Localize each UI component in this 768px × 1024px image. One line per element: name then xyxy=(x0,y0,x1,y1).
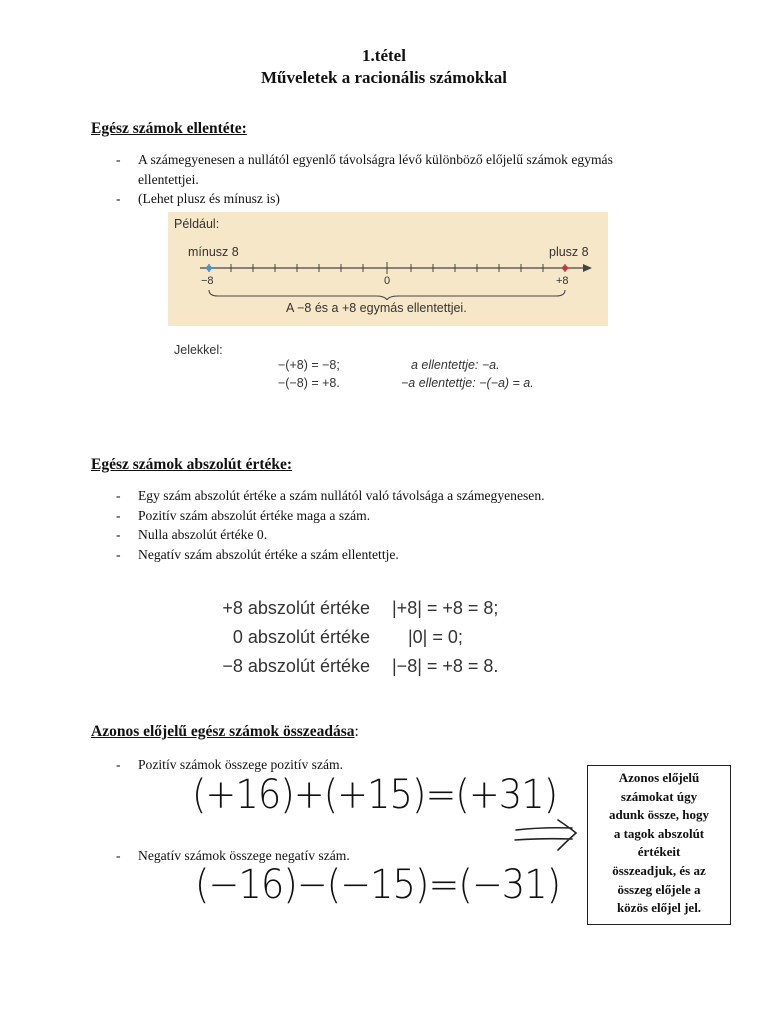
tick-zero: 0 xyxy=(384,275,391,287)
minus-8-label: mínusz 8 xyxy=(188,245,239,259)
rule-line: közös előjel jel. xyxy=(616,900,702,916)
abs-row-label: −8 abszolút értéke xyxy=(222,656,370,676)
absolute-value-examples xyxy=(180,594,580,681)
equation-2: −(−8) = +8. xyxy=(278,376,340,390)
brace-caption: A −8 és a +8 egymás ellentettjei. xyxy=(286,301,467,315)
abs-row-expr: |0| = 0; xyxy=(408,627,463,647)
section-heading-addition xyxy=(91,723,359,741)
plus-8-label: plusz 8 xyxy=(549,245,589,259)
example-label: Például: xyxy=(174,217,220,231)
equation-1: −(+8) = −8; xyxy=(278,358,340,372)
rule-line: összeg előjele a xyxy=(617,881,701,897)
handwritten-equation-positive: (+16)+(+15)=(+31) xyxy=(192,772,558,818)
number-line-figure xyxy=(168,212,608,396)
section-heading-colon: : xyxy=(354,723,359,740)
abs-row-label: +8 abszolút értéke xyxy=(222,598,370,618)
list-item: - A számegyenesen a nullától egyenlő távolságra lévő különböző előjelű számok egymás ellentettjei. xyxy=(116,150,646,189)
equation-3: a ellentettje: −a. xyxy=(411,358,500,372)
title-line-1: 1.tétel xyxy=(362,46,406,65)
section-heading-opposites: Egész számok ellentéte: xyxy=(91,120,247,137)
rule-line: értékeit xyxy=(637,844,681,860)
abs-row-label: 0 abszolút értéke xyxy=(232,627,370,647)
handwritten-equation-negative: (−16)−(−15)=(−31) xyxy=(195,862,561,908)
rule-line: a tagok abszolút xyxy=(613,825,705,841)
list-item: - Pozitív szám abszolút értéke maga a szám. xyxy=(116,506,646,526)
absolute-value-list xyxy=(116,486,646,564)
rule-line: Azonos előjelű xyxy=(618,770,700,785)
rule-line: számokat úgy xyxy=(620,788,698,804)
section-heading-addition-text: Azonos előjelű egész számok összeadása xyxy=(91,723,355,740)
rule-box xyxy=(587,765,731,925)
section-heading-absolute-value: Egész számok abszolút értéke: xyxy=(91,456,293,473)
list-item: - Pozitív számok összege pozitív szám. xyxy=(116,755,646,775)
symbols-label: Jelekkel: xyxy=(174,343,223,357)
opposites-list xyxy=(116,150,646,209)
abs-row xyxy=(180,652,580,681)
abs-row xyxy=(180,594,580,623)
list-item: - Egy szám abszolút értéke a szám nullától való távolsága a számegyenesen. xyxy=(116,486,646,506)
abs-row-expr: |+8| = +8 = 8; xyxy=(392,598,499,618)
abs-row xyxy=(180,623,580,652)
brace xyxy=(209,290,565,300)
list-item: - Nulla abszolút értéke 0. xyxy=(116,525,646,545)
rule-line: összeadjuk, és az xyxy=(612,862,706,878)
list-item: - Negatív számok összege negatív szám. xyxy=(116,846,646,866)
minus-8-dot xyxy=(206,265,212,271)
list-item: - (Lehet plusz és mínusz is) xyxy=(116,189,646,209)
title-line-2: Műveletek a racionális számokkal xyxy=(260,68,507,87)
abs-row-expr: |−8| = +8 = 8. xyxy=(392,656,499,676)
list-item: - Negatív szám abszolút értéke a szám ellentettje. xyxy=(116,545,646,565)
rule-line: adunk össze, hogy xyxy=(608,807,710,823)
tick-plus-8: +8 xyxy=(556,275,569,287)
tick-minus-8: −8 xyxy=(201,275,214,287)
plus-8-dot xyxy=(562,265,568,271)
equation-4: −a ellentettje: −(−a) = a. xyxy=(401,376,534,390)
